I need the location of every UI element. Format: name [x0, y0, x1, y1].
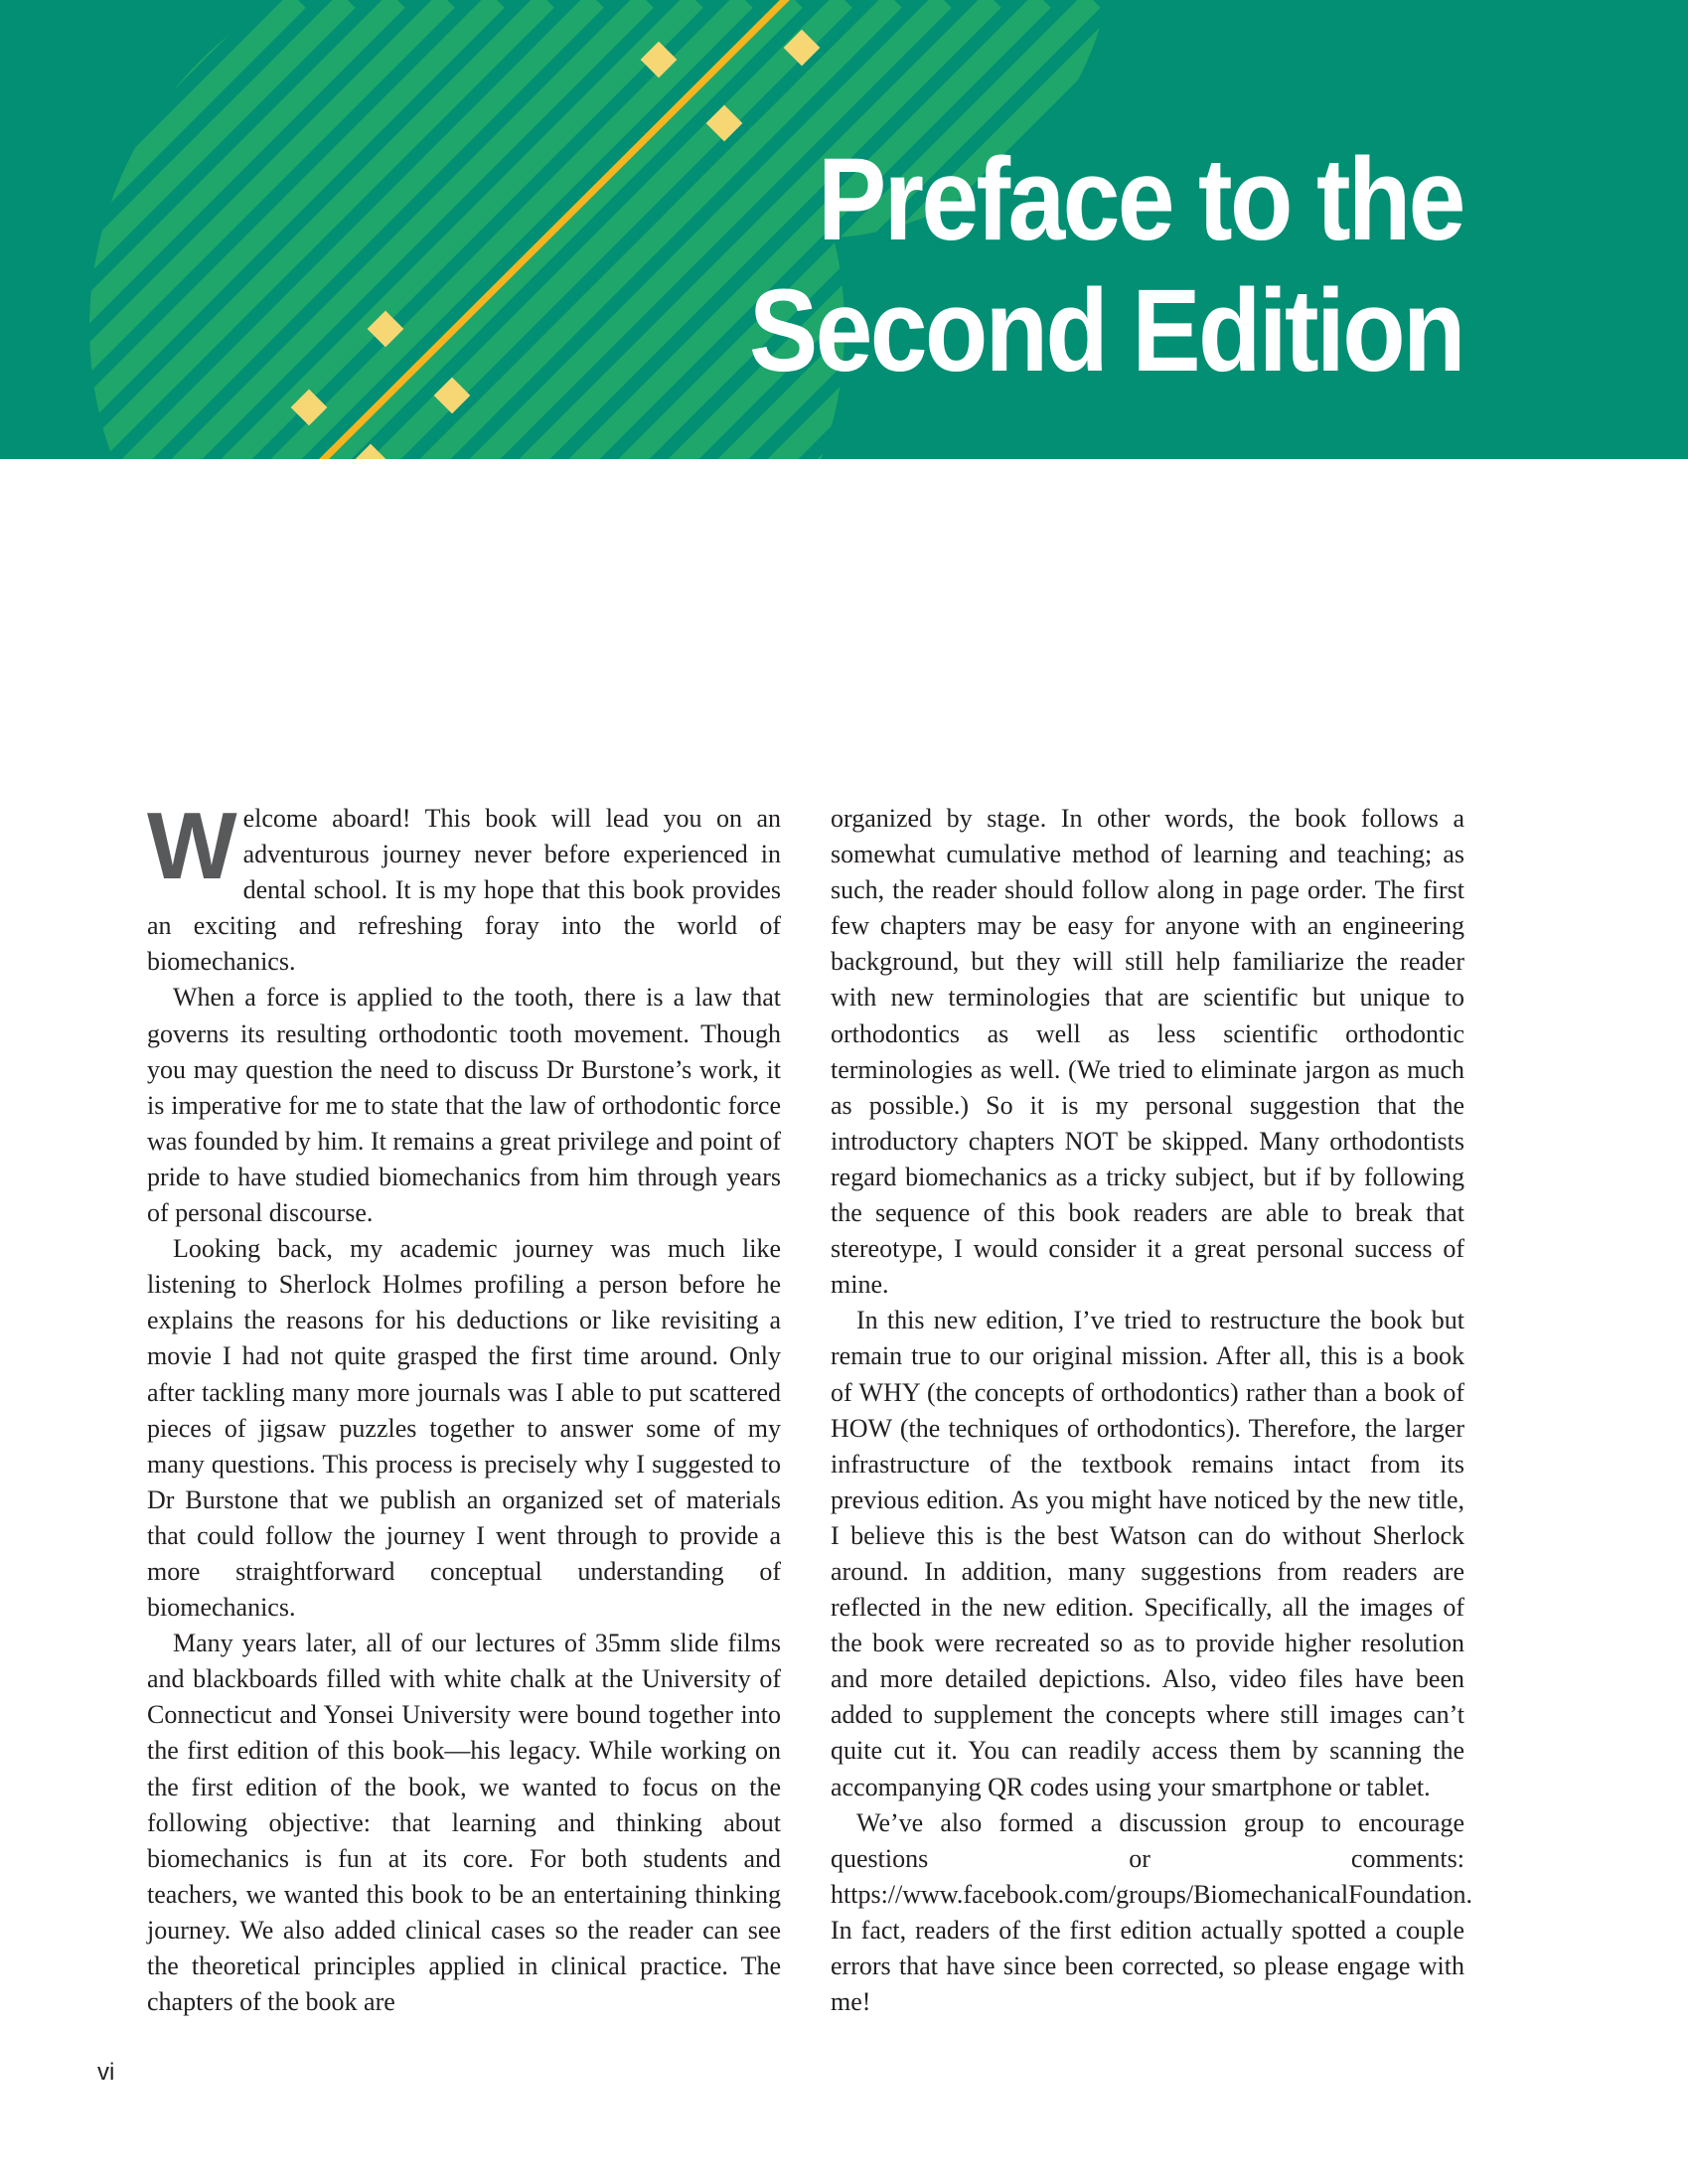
drop-cap: W: [147, 793, 237, 899]
paragraph: Looking back, my academic journey was much like listening to Sherlock Holmes profiling a person before he explains the reasons for his deductions or like revisiting a movie I had not quite grasped the first time around. Only after tackling many more journals was I able to put scattered pieces of jigsaw puzzles together to answer some of my many questions. This process is precisely why I suggested to Dr Burstone that we publish an organized set of materials that could follow the journey I went through to provide a more straightforward conceptual understanding of biomechanics.: [147, 1234, 781, 1623]
page-title-line-1: Preface to the: [818, 134, 1463, 265]
page-title: [749, 134, 1463, 396]
header-banner: [0, 0, 1688, 459]
text-column-right: [831, 801, 1473, 2020]
page-title-line-2: Second Edition: [749, 265, 1463, 396]
paragraph: When a force is applied to the tooth, there is a law that governs its resulting orthodontic tooth movement. Though you may question the need to discuss Dr Burstone’s work, it is imperative for me to state that the law of orthodontic force was founded by him. It remains a great privilege and point of pride to have studied biomechanics from him through years of personal discourse.: [147, 983, 781, 1228]
paragraph: We’ve also formed a discussion group to encourage questions or comments: https://www.facebook.com/groups/BiomechanicalFoundation. In fact, readers of the first edition actually spotted a couple errors that have since been corrected, so please engage with me!: [831, 1807, 1473, 2017]
paragraph-text: elcome aboard! This book will lead you on an adventurous journey never before experienced in dental school. It is my hope that this book provides an exciting and refreshing foray into the world of biomechanics.: [147, 804, 781, 977]
text-column-left: [147, 793, 781, 2020]
paragraph: In this new edition, I’ve tried to restructure the book but remain true to our original mission. After all, this is a book of WHY (the concepts of orthodontics) rather than a book of HOW (the techniques of orthodontics). Therefore, the larger infrastructure of the textbook remains intact from its previous edition. As you might have noticed by the new title, I believe this is the best Watson can do without Sherlock around. In addition, many suggestions from readers are reflected in the new edition. Specifically, all the images of the book were recreated so as to provide higher resolution and more detailed depictions. Also, video files have been added to supplement the concepts where still images can’t quite cut it. You can readily access them by scanning the accompanying QR codes using your smartphone or tablet.: [831, 1306, 1464, 1801]
paragraph-continued: organized by stage. In other words, the book follows a somewhat cumulative method of learning and teaching; as such, the reader should follow along in page order. The first few chapters may be easy for anyone with an engineering background, but they will still help familiarize the reader with new terminologies that are scientific but unique to orthodontics as well as less scientific orthodontic terminologies as well. (We tried to eliminate jargon as much as possible.) So it is my personal suggestion that the introductory chapters NOT be skipped. Many orthodontists regard biomechanics as a tricky subject, but if by following the sequence of this book readers are able to break that stereotype, I would consider it a great personal success of mine.: [831, 804, 1464, 1300]
paragraph: Many years later, all of our lectures of 35mm slide films and blackboards filled with white chalk at the University of Connecticut and Yonsei University were bound together into the first edition of this book—his legacy. While working on the first edition of the book, we wanted to focus on the following objective: that learning and thinking about biomechanics is fun at its core. For both students and teachers, we wanted this book to be an entertaining thinking journey. We also added clinical cases so the reader can see the theoretical principles applied in clinical practice. The chapters of the book are: [147, 1629, 781, 2017]
paragraph: [147, 793, 781, 980]
page-number: vi: [97, 2059, 115, 2086]
